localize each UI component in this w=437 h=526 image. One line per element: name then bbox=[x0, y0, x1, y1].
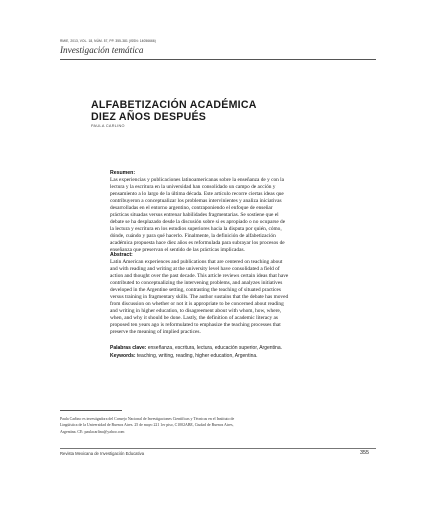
abstract-line: when, and why it should be done. Lastly, the definition of academic literacy as bbox=[110, 315, 278, 321]
footnote-line: Argentina. CE: paulacarlino@yahoo.com bbox=[60, 429, 125, 434]
resumen-line: lectura y la escritura en la universidad han consolidado un campo de acción y bbox=[110, 184, 276, 190]
resumen-line: desarrolladas en el entorno argentino, contraponiendo el enfoque de enseñar bbox=[110, 205, 273, 211]
abstract-line: contributed to conceptualizing the intervening problems, and analyzes initiatives bbox=[110, 280, 283, 286]
resumen-line: pensamiento a lo largo de la última década. Este artículo recorre ciertas ideas que bbox=[110, 191, 284, 197]
article-title-line: DIEZ AÑOS DESPUÉS bbox=[91, 111, 207, 124]
page-number: 355 bbox=[360, 450, 369, 456]
keywords-label: Keywords: bbox=[110, 353, 136, 359]
palabras-clave bbox=[110, 345, 282, 351]
resumen-body bbox=[110, 177, 285, 254]
abstract-line: proposed ten years ago is reformulated to emphasize the teaching processes that bbox=[110, 322, 281, 328]
abstract-line: developed in the Argentine setting, contrasting the teaching of situated practices bbox=[110, 287, 281, 293]
footer-journal-name: Revista Mexicana de Investigación Educativa bbox=[60, 451, 145, 456]
section-divider bbox=[60, 59, 376, 60]
article-author: PAULA CARLINO bbox=[91, 124, 125, 128]
abstract-line: Latin American experiences and publications that are centered on teaching about bbox=[110, 259, 283, 265]
resumen-line: debate se ha desplazado desde la discusión sobre si es apropiado o no ocuparse de bbox=[110, 219, 286, 225]
footnote-line: Paula Carlino es investigadora del Consejo Nacional de Investigaciones Científicas y Técnicas en el Instituto de bbox=[60, 417, 235, 421]
resumen-line: académica propuesta hace diez años es reformulada para subrayar los procesos de bbox=[110, 240, 285, 246]
keywords-value: teaching, writing, reading, higher education, Argentina. bbox=[136, 353, 258, 359]
footer-divider bbox=[60, 448, 376, 449]
abstract-line: versus training in fragmentary skills. The author sustains that the debate has moved bbox=[110, 294, 289, 300]
abstract-line: from discussion on whether or not it is appropriate to be concerned about reading bbox=[110, 301, 284, 307]
palabras-clave-value: enseñanza, escritura, lectura, educación superior, Argentina. bbox=[147, 345, 282, 351]
keywords bbox=[110, 353, 258, 359]
resumen-line: la lectura y escritura en los estudios superiores hacia la disputa por quién, cómo, bbox=[110, 226, 282, 232]
abstract-line: action and thought over the past decade. This article reviews certain ideas that have bbox=[110, 273, 289, 279]
palabras-clave-label: Palabras clave: bbox=[110, 345, 147, 351]
resumen-line: dónde, cuándo y para qué hacerlo. Finalmente, la definición de alfabetización bbox=[110, 233, 276, 239]
footnote-divider bbox=[60, 410, 122, 411]
resumen-line: enseñanza que preservan el sentido de las prácticas implicadas. bbox=[110, 247, 245, 253]
article-title-line: ALFABETIZACIÓN ACADÉMICA bbox=[91, 99, 257, 111]
abstract-body bbox=[110, 259, 288, 336]
resumen-line: contribuyeron a conceptualizar los problemas intervinientes y analiza iniciativas bbox=[110, 198, 282, 204]
section-label: Investigación temática bbox=[60, 45, 144, 55]
resumen-line: prácticas situadas versus entrenar habilidades fragmentarias. Se sostiene que el bbox=[110, 212, 279, 218]
abstract-line: preserve the meaning of implied practices. bbox=[110, 329, 201, 335]
author-footnote bbox=[60, 416, 234, 435]
resumen-line: Las experiencias y publicaciones latinoamericanas sobre la enseñanza de y con la bbox=[110, 177, 285, 183]
abstract-line: and with reading and writing at the university level have consolidated a field of bbox=[110, 266, 280, 272]
abstract-line: and writing in higher education, to disagreement about with whom, how, where, bbox=[110, 308, 282, 314]
resumen-heading: Resumen: bbox=[110, 170, 136, 176]
footnote-line: Lingüística de la Universidad de Buenos Aires. 25 de mayo 221 1er piso, C1002ABE, Ciudad de Buenos Aires, bbox=[60, 423, 234, 428]
abstract-heading: Abstract: bbox=[110, 252, 133, 258]
journal-reference: RMIE, 2013, VOL. 18, NÚM. 57, PP. 355-381 (ISSN: 14056666) bbox=[60, 39, 156, 43]
article-title bbox=[91, 99, 257, 124]
